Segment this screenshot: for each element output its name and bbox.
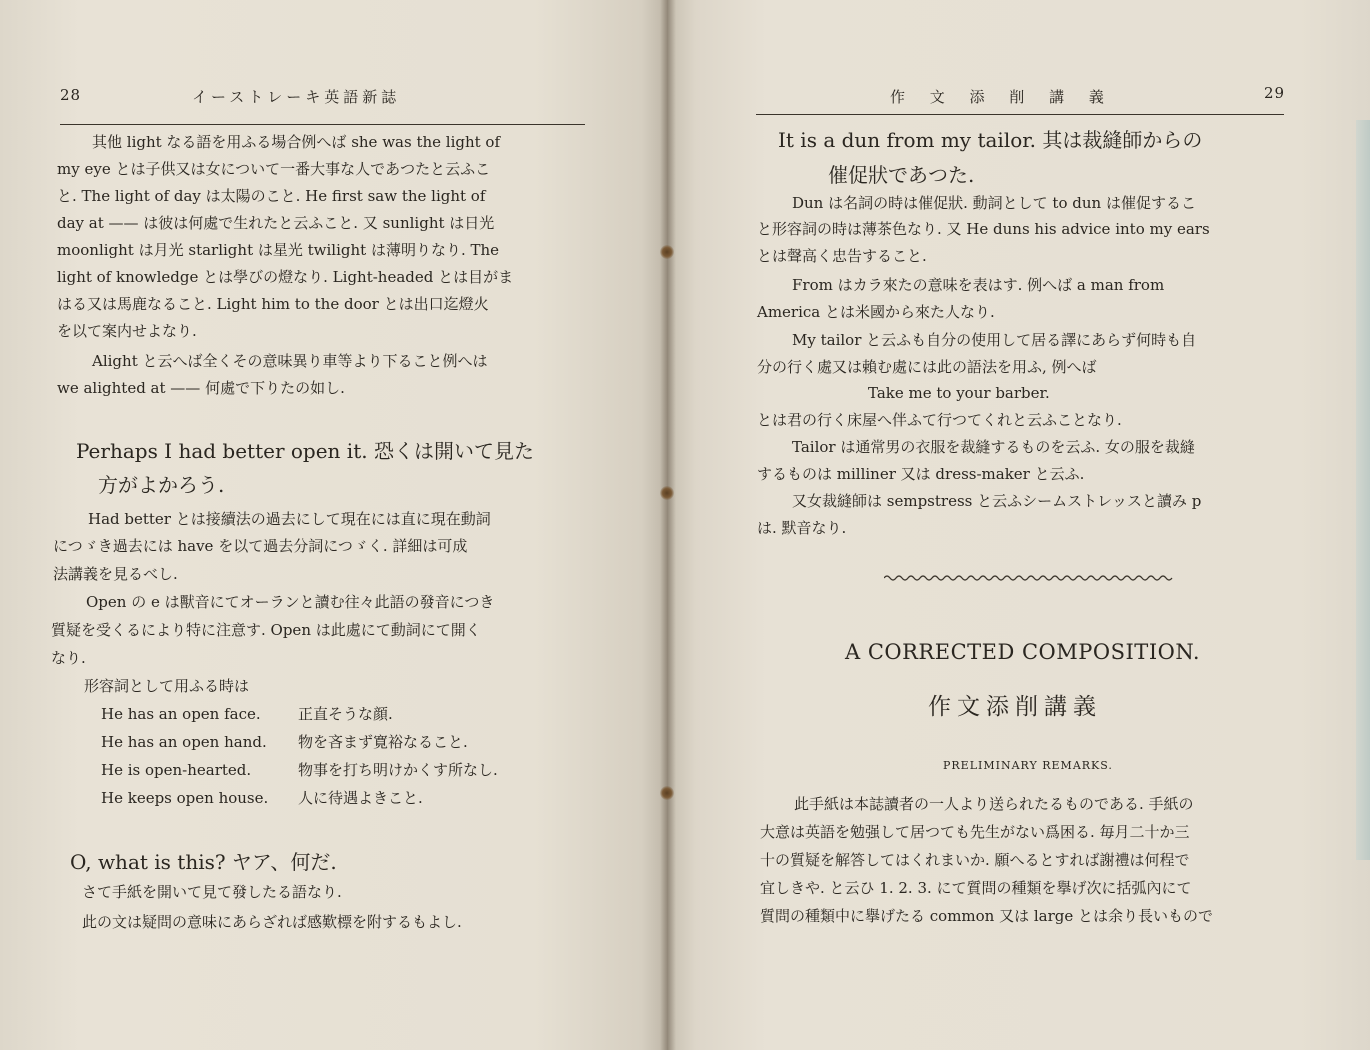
page-number-right: 29	[1264, 84, 1286, 102]
text-line: my eye とは子供又は女について一番大事な人であつたと云ふこ	[57, 160, 491, 178]
page-number-left: 28	[60, 86, 82, 104]
right-page	[668, 0, 1370, 1050]
text-line: we alighted at —— 何處で下りたの如し.	[57, 379, 345, 397]
header-rule-left	[60, 124, 585, 125]
text-line: 宜しきや. と云ひ 1. 2. 3. にて質問の種類を擧げ次に括弧內にて	[760, 879, 1192, 897]
staple-mark	[660, 245, 674, 259]
text-line: につゞき過去には have を以て過去分詞につゞく. 詳細は可成	[53, 537, 468, 555]
text-line: は. 默音なり.	[757, 519, 847, 537]
wavy-divider	[884, 573, 1174, 583]
text-line: 形容詞として用ふる時は	[84, 677, 250, 695]
text-line: My tailor と云ふも自分の使用して居る譯にあらず何時も自	[792, 331, 1197, 349]
left-page	[0, 0, 668, 1050]
text-line: とは君の行く床屋へ伴ふて行つてくれと云ふことなり.	[757, 411, 1122, 429]
text-line: 質問の種類中に擧げたる common 又は large とは余り長いもので	[760, 907, 1214, 925]
example-en: He keeps open house.	[101, 789, 269, 807]
text-line: 十の質疑を解答してはくれまいか. 願へるとすれば謝禮は何程で	[760, 851, 1190, 869]
book-spine	[660, 0, 676, 1050]
text-line: するものは milliner 又は dress-maker と云ふ.	[757, 465, 1085, 483]
header-rule-right	[756, 114, 1284, 115]
text-line: Alight と云へば全くその意味異り車等より下ること例へは	[92, 352, 488, 370]
example-en: He has an open face.	[101, 705, 261, 723]
text-line: America とは米國から來た人なり.	[757, 303, 995, 321]
text-line: Tailor は通常男の衣服を裁縫するものを云ふ. 女の服を裁縫	[792, 438, 1195, 456]
section-title-en: A CORRECTED COMPOSITION.	[845, 640, 1201, 664]
text-line: light of knowledge とは學びの燈なり. Light-headed とは目がま	[57, 268, 514, 286]
example-jp: 物事を打ち明けかくす所なし.	[298, 761, 498, 779]
text-line: を以て案内せよなり.	[57, 322, 197, 340]
text-line: 此の文は疑問の意味にあらざれば感歎標を附するもよし.	[82, 913, 462, 931]
text-line: 又女裁縫師は sempstress と云ふシームストレッスと讀み p	[792, 492, 1202, 510]
staple-mark	[660, 486, 674, 500]
staple-mark	[660, 786, 674, 800]
text-line: Dun は名詞の時は催促狀. 動詞として to dun は催促するこ	[792, 194, 1196, 212]
text-line: Open の e は獸音にてオーランと讀む往々此語の發音につき	[86, 593, 495, 611]
text-line: はる又は馬鹿なること. Light him to the door とは出口迄燈火	[57, 295, 489, 313]
sentence-heading: 催促狀であつた.	[828, 163, 975, 187]
example-en: He has an open hand.	[101, 733, 267, 751]
text-line: 法講義を見るべし.	[53, 565, 178, 583]
example-jp: 人に待遇よきこと.	[298, 789, 423, 807]
page-edge	[1356, 120, 1370, 860]
text-line: 質疑を受くるにより特に注意す. Open は此處にて動詞にて開く	[51, 621, 481, 639]
sentence-heading: It is a dun from my tailor. 其は裁縫師からの	[778, 128, 1203, 152]
text-line: さて手紙を開いて見て發したる語なり.	[82, 883, 342, 901]
text-line: moonlight は月光 starlight は星光 twilight は薄明りなり. The	[57, 241, 500, 259]
section-title-jp: 作文添削講義	[928, 694, 1102, 720]
text-line: 大意は英語を勉强して居つても先生がない爲困る. 毎月二十か三	[760, 823, 1190, 841]
text-line: 其他 light なる語を用ふる場合例へば she was the light of	[92, 133, 501, 151]
text-line: From はカラ來たの意味を表はす. 例へば a man from	[792, 276, 1165, 294]
text-line: なり.	[51, 649, 86, 667]
text-line: とは聲高く忠告すること.	[757, 247, 927, 265]
sentence-heading: O, what is this? ヤア、何だ.	[70, 850, 337, 874]
sentence-heading: 方がよかろう.	[98, 473, 225, 497]
text-line: day at —— は彼は何處で生れたと云ふこと. 又 sunlight は日光	[57, 214, 495, 232]
text-line: と形容詞の時は薄茶色なり. 又 He duns his advice into my ears	[757, 220, 1210, 238]
example-jp: 正直そうな顔.	[298, 705, 393, 723]
running-title-left: イーストレーキ英語新誌	[192, 88, 401, 106]
example-en: He is open-hearted.	[101, 761, 252, 779]
text-line: 此手紙は本誌讀者の一人より送られたるものである. 手紙の	[794, 795, 1194, 813]
sentence-heading: Perhaps I had better open it. 恐くは開いて見た	[76, 439, 534, 463]
running-title-right: 作 文 添 削 講 義	[890, 88, 1114, 106]
text-line: Take me to your barber.	[868, 384, 1050, 402]
example-jp: 物を吝まず寛裕なること.	[298, 733, 468, 751]
text-line: 分の行く處又は賴む處には此の語法を用ふ, 例へば	[757, 358, 1097, 376]
text-line: Had better とは接續法の過去にして現在には直に現在動詞	[88, 510, 491, 528]
text-line: と. The light of day は太陽のこと. He first saw the light of	[57, 187, 486, 205]
section-subtitle: PRELIMINARY REMARKS.	[943, 759, 1113, 772]
